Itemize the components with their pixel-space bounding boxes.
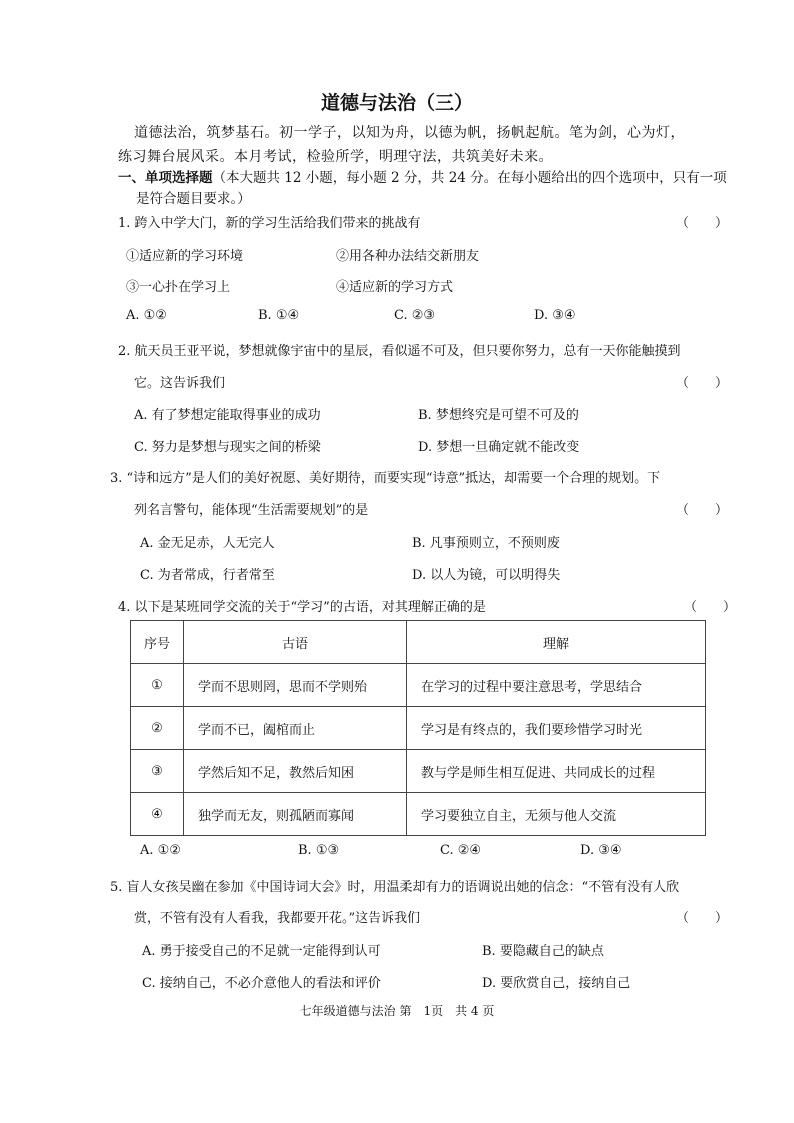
q3-answer-blank: （ ）: [676, 503, 729, 518]
table-cell: 学习是有终点的，我们要珍惜学习时光: [407, 707, 706, 750]
table-cell: 学然后知不足，教然后知困: [184, 750, 407, 793]
section-1-label: 一、单项选择题: [118, 170, 213, 186]
table-cell: ①: [131, 664, 184, 707]
intro-line-2: 练习舞台展风采。本月考试，检验所学，明理守法，共筑美好未来。: [118, 149, 553, 165]
table-cell: ③: [131, 750, 184, 793]
q1-option-b: B. ①④: [258, 308, 300, 323]
q2-stem-1: 2. 航天员王亚平说，梦想就像宇宙中的星辰，看似遥不可及，但只要你努力，总有一天你能触摸到: [118, 344, 681, 359]
table-row: [131, 750, 706, 793]
q1-option-d: D. ③④: [534, 308, 576, 323]
q3-option-c: C. 为者常成，行者常至: [140, 568, 275, 583]
q1-stem: 1. 跨入中学大门，新的学习生活给我们带来的挑战有: [118, 216, 421, 231]
q5-answer-blank: （ ）: [676, 911, 729, 926]
section-1-desc: （本大题共 12 小题，每小题 2 分，共 24 分。在每小题给出的四个选项中，只有一项: [212, 170, 727, 186]
q4-option-b: B. ①③: [298, 843, 340, 858]
q5-stem-1: 5. 盲人女孩吴幽在参加《中国诗词大会》时，用温柔却有力的语调说出她的信念：“不管有没有人欣: [110, 880, 680, 895]
table-cell: 学而不已，阖棺而止: [184, 707, 407, 750]
section-1-desc-2: 是符合题目要求。）: [136, 191, 251, 207]
table-row: [131, 707, 706, 750]
q2-option-a: A. 有了梦想定能取得事业的成功: [134, 408, 321, 423]
table-cell: 独学而无友，则孤陋而寡闻: [184, 793, 407, 836]
q2-stem-2: 它。这告诉我们: [134, 376, 226, 391]
q3-stem-1: 3. “诗和远方”是人们的美好祝愿、美好期待，而要实现“诗意”抵达，却需要一个合理的规划。下: [110, 471, 661, 486]
q4-answer-blank: （ ）: [684, 600, 737, 615]
page-footer: 七年级道德与法治 第 1页 共 4 页: [299, 1004, 495, 1018]
table-cell: 学而不思则罔，思而不学则殆: [184, 664, 407, 707]
q5-option-b: B. 要隐藏自己的缺点: [482, 944, 604, 959]
q1-item-3: ③一心扑在学习上: [126, 280, 231, 295]
q5-option-a: A. 勇于接受自己的不足就一定能得到认可: [142, 944, 381, 959]
q5-stem-2: 赏，不管有没有人看我，我都要开花。”这告诉我们: [134, 911, 421, 926]
q1-answer-blank: （ ）: [676, 216, 729, 231]
table-cell: ④: [131, 793, 184, 836]
q3-option-b: B. 凡事预则立，不预则废: [412, 536, 560, 551]
table-cell: 教与学是师生相互促进、共同成长的过程: [407, 750, 706, 793]
table-cell: 学习要独立自主，无须与他人交流: [407, 793, 706, 836]
q4-table: [130, 620, 706, 836]
table-cell: 在学习的过程中要注意思考，学思结合: [407, 664, 706, 707]
q2-answer-blank: （ ）: [676, 376, 729, 391]
q1-option-a: A. ①②: [126, 308, 167, 323]
q3-stem-2: 列名言警句，能体现“生活需要规划”的是: [134, 503, 369, 518]
q3-option-d: D. 以人为镜，可以明得失: [412, 568, 561, 583]
q1-item-4: ④适应新的学习方式: [336, 280, 454, 295]
q4-option-a: A. ①②: [140, 843, 181, 858]
q1-option-c: C. ②③: [394, 308, 436, 323]
table-header-cell: 序号: [131, 621, 184, 664]
page-title: 道德与法治（三）: [320, 92, 473, 114]
intro-line-1: 道德法治，筑梦基石。初一学子，以知为舟，以德为帆，扬帆起航。笔为剑，心为灯，: [134, 125, 685, 141]
q1-item-2: ②用各种办法结交新朋友: [336, 249, 480, 264]
q3-option-a: A. 金无足赤，人无完人: [140, 536, 275, 551]
table-header-cell: 理解: [407, 621, 706, 664]
q4-stem: 4. 以下是某班同学交流的关于“学习”的古语，对其理解正确的是: [118, 600, 486, 615]
q2-option-d: D. 梦想一旦确定就不能改变: [418, 440, 580, 455]
table-row: [131, 664, 706, 707]
table-header-row: [131, 621, 706, 664]
q2-option-b: B. 梦想终究是可望不可及的: [418, 408, 579, 423]
table-cell: ②: [131, 707, 184, 750]
table-row: [131, 793, 706, 836]
q5-option-d: D. 要欣赏自己，接纳自己: [482, 976, 631, 991]
table-header-cell: 古语: [184, 621, 407, 664]
q1-item-1: ①适应新的学习环境: [126, 249, 244, 264]
q5-option-c: C. 接纳自己，不必介意他人的看法和评价: [142, 976, 381, 991]
section-1-header: [118, 166, 727, 186]
q2-option-c: C. 努力是梦想与现实之间的桥梁: [134, 440, 321, 455]
q4-option-c: C. ②④: [440, 843, 482, 858]
q4-option-d: D. ③④: [580, 843, 622, 858]
